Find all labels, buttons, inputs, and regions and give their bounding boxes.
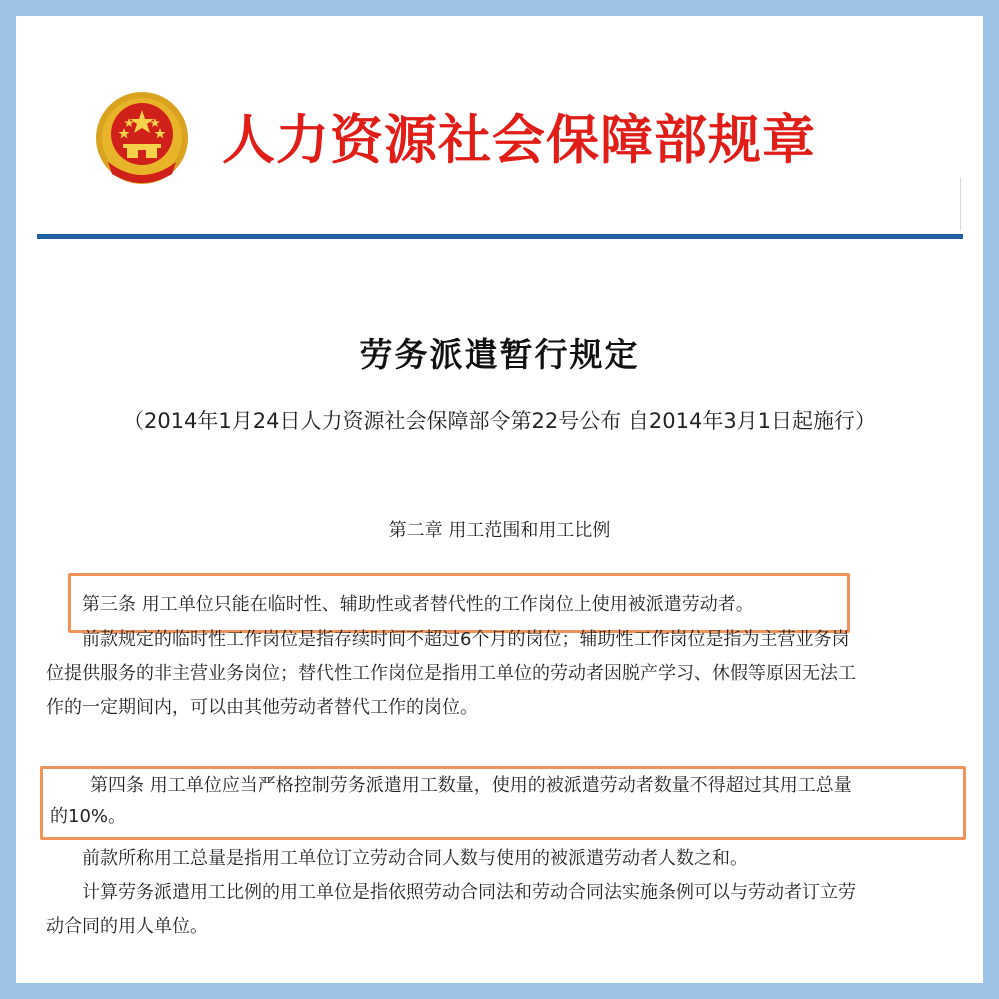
article4-line: 前款所称用工总量是指用工单位订立劳动合同人数与使用的被派遣劳动者人数之和。 (82, 848, 748, 869)
header-rule (37, 234, 963, 239)
article4-line: 动合同的用人单位。 (46, 916, 208, 937)
document-subtitle: （2014年1月24日人力资源社会保障部令第22号公布 自2014年3月1日起施行） (122, 409, 877, 433)
article3-line: 前款规定的临时性工作岗位是指存续时间不超过6个月的岗位；辅助性工作岗位是指为主营业务岗 (82, 629, 850, 650)
agency-title: 人力资源社会保障部规章 (222, 109, 816, 171)
article4-line: 计算劳务派遣用工比例的用工单位是指依照劳动合同法和劳动合同法实施条例可以与劳动者订立劳 (82, 882, 856, 903)
chapter-heading: 第二章 用工范围和用工比例 (388, 520, 611, 541)
article3-line: 作的一定期间内，可以由其他劳动者替代工作的岗位。 (46, 697, 478, 718)
article3-line: 位提供服务的非主营业务岗位；替代性工作岗位是指用工单位的劳动者因脱产学习、休假等原因无法工 (46, 663, 856, 684)
page-divider (960, 178, 961, 230)
national-emblem-icon (94, 88, 190, 188)
article4-heading-cont: 的10%。 (50, 806, 127, 827)
document-page (16, 16, 983, 983)
document-title: 劳务派遣暂行规定 (359, 335, 640, 374)
article4-heading: 第四条 用工单位应当严格控制劳务派遣用工数量，使用的被派遣劳动者数量不得超过其用工总量 (90, 775, 852, 796)
article3-heading: 第三条 用工单位只能在临时性、辅助性或者替代性的工作岗位上使用被派遣劳动者。 (82, 594, 754, 615)
